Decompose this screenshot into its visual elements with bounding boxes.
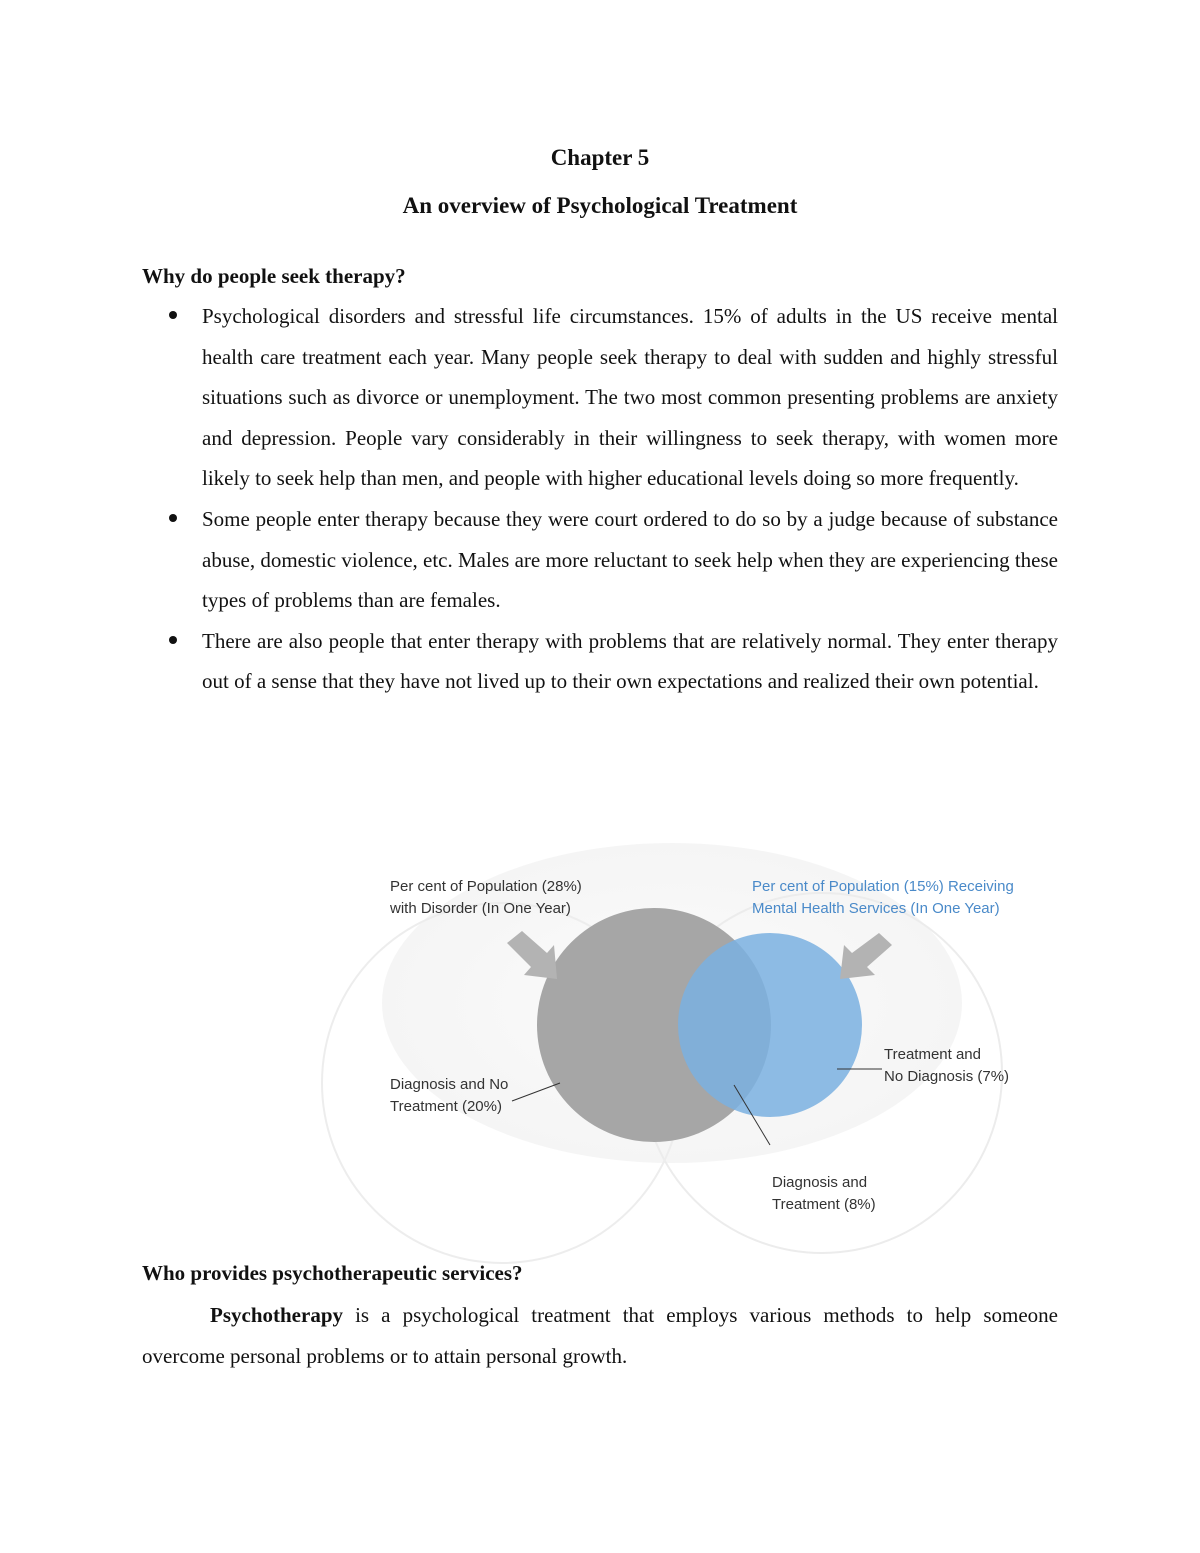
services-circle — [678, 933, 862, 1117]
section-heading-who-provides: Who provides psychotherapeutic services? — [142, 1261, 523, 1285]
label-disorder-line2: with Disorder (In One Year) — [390, 900, 571, 917]
list-item — [142, 296, 1058, 499]
label-treatment-no-diagnosis: Treatment and — [884, 1046, 981, 1063]
list-item-text: There are also people that enter therapy with problems that are relatively normal. They enter therapy out of a sense that they have not lived up to their own expectations and realized their own potential. — [202, 628, 1058, 694]
term-psychotherapy: Psychotherapy — [210, 1303, 343, 1327]
bullet-icon — [169, 636, 177, 644]
label-diagnosis-no-treatment-line2: Treatment (20%) — [390, 1098, 502, 1115]
bullet-icon — [169, 514, 177, 522]
list-item-text: Psychological disorders and stressful life circumstances. 15% of adults in the US receive mental health care treatment each year. Many people seek therapy to deal with sudden and highly stressful situations such as divorce or unemployment. The two most common presenting problems are anxiety and depression. People vary considerably in their willingness to seek therapy, with women more likely to seek help than men, and people with higher educational levels doing so more frequently. — [202, 304, 1058, 491]
chapter-subtitle: An overview of Psychological Treatment — [402, 193, 798, 218]
list-item — [142, 499, 1058, 621]
label-treatment-no-diagnosis-line2: No Diagnosis (7%) — [884, 1068, 1010, 1085]
label-diagnosis-and-treatment-line2: Treatment (8%) — [772, 1196, 876, 1213]
chapter-title: Chapter 5 — [550, 145, 650, 170]
label-disorder: Per cent of Population (28%) — [390, 878, 582, 895]
psychotherapy-definition — [142, 1295, 1058, 1377]
bullet-icon — [169, 311, 177, 319]
document-page — [142, 140, 1058, 1368]
label-services-line2: Mental Health Services (In One Year) — [752, 900, 1000, 917]
list-item-text: Some people enter therapy because they were court ordered to do so by a judge because of substance abuse, domestic violence, etc. Males are more reluctant to seek help when they are experiencing these types of problems than are females. — [202, 506, 1058, 613]
definition-text: is a psychological treatment that employs various methods to help someone overcome personal problems or to attain personal growth. — [142, 1303, 1058, 1368]
section-heading-why-therapy: Why do people seek therapy? — [142, 264, 406, 288]
venn-diagram-figure — [342, 853, 1014, 1213]
label-diagnosis-no-treatment: Diagnosis and No — [390, 1076, 509, 1093]
label-diagnosis-and-treatment: Diagnosis and — [772, 1174, 868, 1191]
label-services: Per cent of Population (15%) Receiving — [752, 878, 1014, 895]
reasons-list — [142, 296, 1058, 702]
list-item — [142, 621, 1058, 702]
venn-diagram — [342, 853, 1014, 1213]
